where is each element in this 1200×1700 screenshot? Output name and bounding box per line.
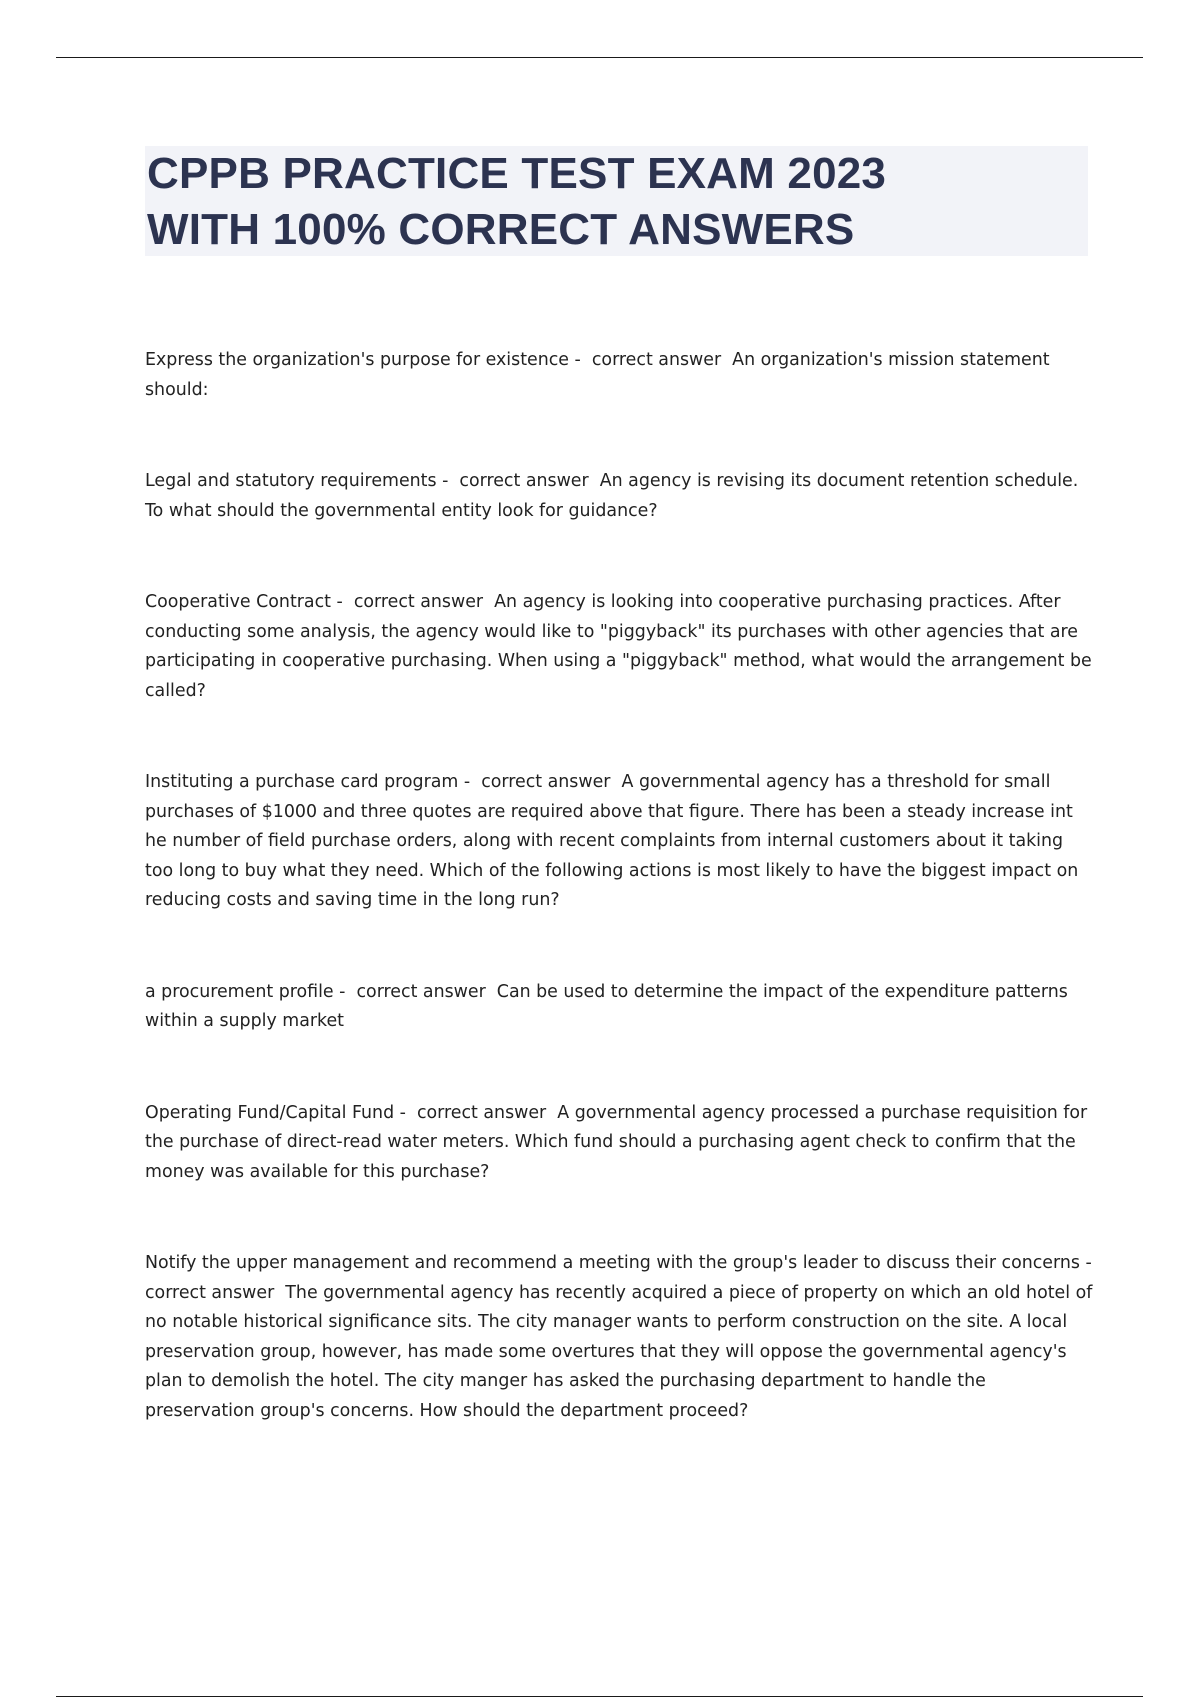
correct-answer-marker: correct answer bbox=[448, 471, 600, 491]
title-line-1: CPPB PRACTICE TEST EXAM 2023 bbox=[147, 149, 887, 198]
qa-list bbox=[145, 346, 1103, 1488]
qa-item-3 bbox=[145, 588, 1098, 706]
qa-item-5 bbox=[145, 978, 1095, 1037]
answer-text: Operating Fund/Capital Fund - bbox=[145, 1102, 406, 1123]
header-rule bbox=[56, 57, 1143, 58]
answer-text: Cooperative Contract - bbox=[145, 592, 343, 612]
question-text: Can be used to determine the impact of the expenditure patterns within a supply market bbox=[145, 981, 1074, 1031]
title-line-2: WITH 100% CORRECT ANSWERS bbox=[147, 205, 855, 254]
qa-item-1 bbox=[145, 346, 1095, 405]
correct-answer-marker: correct answer bbox=[580, 350, 733, 370]
question-text: The governmental agency has recently acquired a piece of property on which an old hotel of no notable historical significance sits. The city manager wants to perform construction on the site. A local preservation group, however, has made some overtures that they will oppose the governmental agency's plan to demolish the hotel. The city manger has asked the purchasing department to handle the preservation group's concerns. How should the department proceed? bbox=[145, 1282, 1098, 1421]
question-text: A governmental agency processed a purchase requisition for the purchase of direct-read water meters. Which fund should a purchasing agent check to confirm that the money was available for this purchase? bbox=[145, 1102, 1093, 1182]
footer-rule bbox=[56, 1696, 1143, 1697]
question-text: An agency is revising its document retention schedule. To what should the governmental entity look for guidance? bbox=[145, 471, 1084, 521]
correct-answer-marker: correct answer bbox=[470, 772, 622, 792]
correct-answer-marker: correct answer bbox=[345, 981, 497, 1002]
answer-text: Express the organization's purpose for existence - bbox=[145, 350, 581, 370]
document-title bbox=[145, 146, 1088, 256]
qa-item-4 bbox=[145, 768, 1095, 916]
correct-answer-marker: correct answer bbox=[145, 1253, 1103, 1303]
question-text: An agency is looking into cooperative purchasing practices. After conducting some analysis, the agency would like to "piggyback" its purchases with other agencies that are participating in cooperative purchasing. When using a "piggyback" method, what would the arrangement be called? bbox=[145, 592, 1098, 701]
answer-text: Legal and statutory requirements - bbox=[145, 471, 449, 491]
answer-text: Notify the upper management and recommend a meeting with the group's leader to discuss their concerns - bbox=[145, 1253, 1092, 1273]
question-text: A governmental agency has a threshold for small purchases of $1000 and three quotes are required above that figure. There has been a steady increase int he number of field purchase orders, along with recent complaints from internal customers about it taking too long to buy what they need. Which of the following actions is most likely to have the biggest impact on reducing costs and saving time in the long run? bbox=[145, 772, 1084, 910]
qa-item-6 bbox=[145, 1099, 1095, 1188]
answer-text: Instituting a purchase card program - bbox=[145, 772, 471, 792]
answer-text: a procurement profile - bbox=[145, 981, 346, 1002]
correct-answer-marker: correct answer bbox=[405, 1102, 558, 1123]
qa-item-2 bbox=[145, 467, 1095, 526]
question-text: An organization's mission statement should: bbox=[145, 350, 1056, 400]
qa-item-7 bbox=[145, 1249, 1103, 1426]
correct-answer-marker: correct answer bbox=[342, 592, 495, 612]
